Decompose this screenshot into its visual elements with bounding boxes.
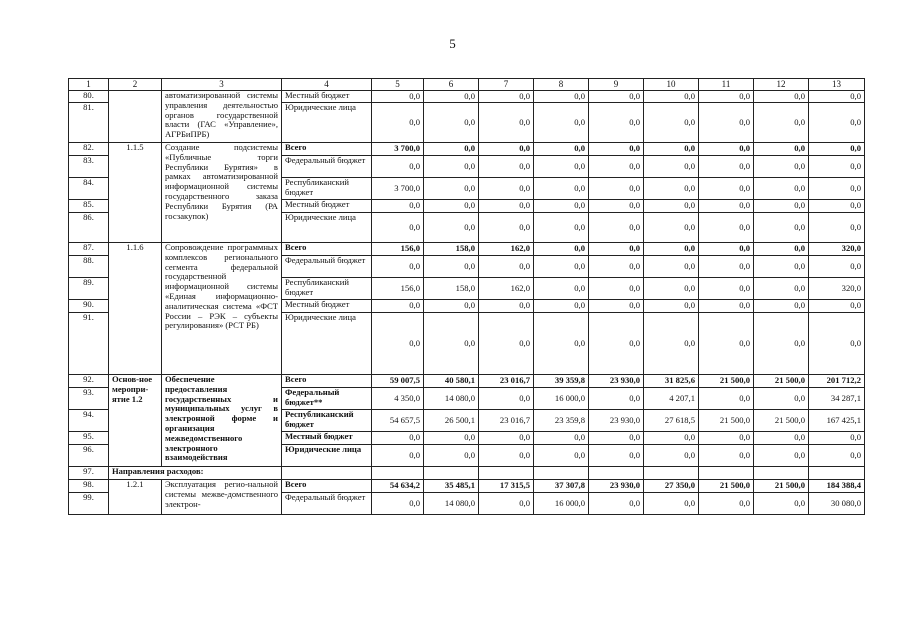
table-row: [69, 375, 865, 388]
table-row: [69, 243, 865, 256]
value-cell: 27 618,5: [644, 410, 699, 432]
value-cell: 0,0: [534, 143, 589, 156]
value-cell: 0,0: [479, 388, 534, 410]
value-cell: 0,0: [424, 103, 479, 143]
value-cell: 320,0: [809, 243, 865, 256]
value-cell: 16 000,0: [534, 388, 589, 410]
value-cell: 0,0: [644, 213, 699, 243]
value-cell: 0,0: [424, 91, 479, 103]
value-cell: 0,0: [424, 445, 479, 467]
row-number: 82.: [69, 143, 109, 156]
value-cell: 0,0: [534, 103, 589, 143]
column-header: 2: [109, 79, 162, 91]
value-cell: 0,0: [809, 91, 865, 103]
funding-source: Юридические лица: [282, 313, 372, 375]
value-cell: 0,0: [479, 156, 534, 178]
row-number: 89.: [69, 278, 109, 300]
value-cell: 14 080,0: [424, 493, 479, 515]
value-cell: 0,0: [534, 432, 589, 445]
funding-source: Республиканский бюджет: [282, 178, 372, 200]
value-cell: 23 930,0: [589, 480, 644, 493]
value-cell: 162,0: [479, 278, 534, 300]
value-cell: 0,0: [424, 313, 479, 375]
value-cell: 0,0: [372, 445, 424, 467]
value-cell: 0,0: [479, 445, 534, 467]
measure-description: Обеспечение предоставления государственных и муниципальных услуг в электронной форме и организация межведомственного электронного взаимодействия: [162, 375, 282, 467]
value-cell: 0,0: [589, 278, 644, 300]
value-cell: 0,0: [589, 103, 644, 143]
funding-source: Всего: [282, 243, 372, 256]
value-cell: 3 700,0: [372, 178, 424, 200]
value-cell: 167 425,1: [809, 410, 865, 432]
value-cell: 0,0: [589, 300, 644, 313]
value-cell: 0,0: [699, 432, 754, 445]
value-cell: 59 007,5: [372, 375, 424, 388]
value-cell: 0,0: [589, 200, 644, 213]
value-cell: 0,0: [754, 156, 809, 178]
value-cell: 0,0: [699, 143, 754, 156]
row-number: 97.: [69, 467, 109, 480]
column-header: 11: [699, 79, 754, 91]
value-cell: 0,0: [754, 313, 809, 375]
value-cell: 320,0: [809, 278, 865, 300]
value-cell: 184 388,4: [809, 480, 865, 493]
value-cell: 0,0: [644, 178, 699, 200]
value-cell: 14 080,0: [424, 388, 479, 410]
value-cell: 0,0: [644, 445, 699, 467]
row-number: 80.: [69, 91, 109, 103]
value-cell: 0,0: [754, 278, 809, 300]
value-cell: 0,0: [534, 445, 589, 467]
table-row: [69, 480, 865, 493]
value-cell: 0,0: [754, 143, 809, 156]
row-number: 84.: [69, 178, 109, 200]
value-cell: 0,0: [699, 178, 754, 200]
value-cell: 0,0: [372, 103, 424, 143]
value-cell: 31 825,6: [644, 375, 699, 388]
value-cell: 0,0: [809, 300, 865, 313]
value-cell: 0,0: [644, 278, 699, 300]
header-row: [69, 79, 865, 91]
page-number: 5: [449, 36, 456, 51]
value-cell: 0,0: [644, 200, 699, 213]
row-number: 98.: [69, 480, 109, 493]
value-cell: 0,0: [424, 200, 479, 213]
column-header: 4: [282, 79, 372, 91]
value-cell: 0,0: [372, 432, 424, 445]
value-cell: 158,0: [424, 243, 479, 256]
value-cell: 0,0: [534, 278, 589, 300]
value-cell: 0,0: [809, 445, 865, 467]
funding-source: Юридические лица: [282, 445, 372, 467]
value-cell: 0,0: [479, 91, 534, 103]
value-cell: 0,0: [589, 91, 644, 103]
funding-source: Местный бюджет: [282, 432, 372, 445]
value-cell: 201 712,2: [809, 375, 865, 388]
value-cell: 0,0: [699, 493, 754, 515]
table-row: [69, 467, 865, 480]
value-cell: 37 307,8: [534, 480, 589, 493]
value-cell: 0,0: [589, 388, 644, 410]
value-cell: 0,0: [809, 156, 865, 178]
value-cell: 0,0: [644, 156, 699, 178]
row-number: 96.: [69, 445, 109, 467]
value-cell: 0,0: [809, 178, 865, 200]
value-cell: 0,0: [754, 256, 809, 278]
value-cell: 0,0: [589, 256, 644, 278]
column-header: 10: [644, 79, 699, 91]
value-cell: 0,0: [754, 445, 809, 467]
value-cell: 54 657,5: [372, 410, 424, 432]
value-cell: 21 500,0: [699, 375, 754, 388]
value-cell: 0,0: [699, 156, 754, 178]
value-cell: 23 359,8: [534, 410, 589, 432]
empty-cell: [699, 467, 754, 480]
funding-source: Местный бюджет: [282, 91, 372, 103]
value-cell: 40 580,1: [424, 375, 479, 388]
value-cell: 23 016,7: [479, 410, 534, 432]
value-cell: 35 485,1: [424, 480, 479, 493]
value-cell: 0,0: [699, 388, 754, 410]
value-cell: 0,0: [809, 432, 865, 445]
measure-description: Создание подсистемы «Публичные торги Республики Бурятия» в рамках автоматизированной информационной системы государственного заказа Республики Бурятия (РА госзакупок): [162, 143, 282, 243]
value-cell: 162,0: [479, 243, 534, 256]
value-cell: 0,0: [589, 493, 644, 515]
empty-cell: [754, 467, 809, 480]
value-cell: 0,0: [754, 300, 809, 313]
value-cell: 0,0: [644, 243, 699, 256]
column-header: 12: [754, 79, 809, 91]
value-cell: 0,0: [479, 493, 534, 515]
row-number: 90.: [69, 300, 109, 313]
measure-code: 1.1.6: [109, 243, 162, 375]
value-cell: 0,0: [699, 91, 754, 103]
funding-source: Местный бюджет: [282, 200, 372, 213]
row-number: 94.: [69, 410, 109, 432]
funding-source: Местный бюджет: [282, 300, 372, 313]
measure-code: 1.2.1: [109, 480, 162, 515]
empty-cell: [644, 467, 699, 480]
value-cell: 0,0: [372, 156, 424, 178]
value-cell: 0,0: [754, 178, 809, 200]
value-cell: 0,0: [479, 432, 534, 445]
value-cell: 0,0: [699, 243, 754, 256]
value-cell: 0,0: [372, 493, 424, 515]
value-cell: 0,0: [479, 143, 534, 156]
empty-cell: [809, 467, 865, 480]
row-number: 87.: [69, 243, 109, 256]
value-cell: 0,0: [754, 213, 809, 243]
column-header: 13: [809, 79, 865, 91]
value-cell: 0,0: [424, 432, 479, 445]
column-header: 6: [424, 79, 479, 91]
value-cell: 0,0: [699, 200, 754, 213]
value-cell: 0,0: [589, 143, 644, 156]
measure-description: Эксплуатация регио-нальной системы межве-домственного электрон-: [162, 480, 282, 515]
value-cell: 0,0: [534, 200, 589, 213]
value-cell: 0,0: [699, 103, 754, 143]
value-cell: 0,0: [479, 103, 534, 143]
value-cell: 17 315,5: [479, 480, 534, 493]
empty-cell: [479, 467, 534, 480]
value-cell: 21 500,0: [754, 480, 809, 493]
value-cell: 0,0: [699, 300, 754, 313]
value-cell: 27 350,0: [644, 480, 699, 493]
value-cell: 0,0: [424, 156, 479, 178]
value-cell: 0,0: [589, 445, 644, 467]
value-cell: 0,0: [589, 243, 644, 256]
value-cell: 21 500,0: [754, 410, 809, 432]
value-cell: 156,0: [372, 243, 424, 256]
value-cell: 26 500,1: [424, 410, 479, 432]
value-cell: 0,0: [754, 243, 809, 256]
funding-source: Федеральный бюджет: [282, 493, 372, 515]
row-number: 91.: [69, 313, 109, 375]
row-number: 93.: [69, 388, 109, 410]
row-number: 92.: [69, 375, 109, 388]
value-cell: 0,0: [372, 300, 424, 313]
value-cell: 0,0: [479, 313, 534, 375]
value-cell: 0,0: [534, 156, 589, 178]
value-cell: 39 359,8: [534, 375, 589, 388]
value-cell: 0,0: [644, 91, 699, 103]
value-cell: 34 287,1: [809, 388, 865, 410]
value-cell: 0,0: [589, 213, 644, 243]
value-cell: 0,0: [699, 213, 754, 243]
value-cell: 0,0: [534, 256, 589, 278]
value-cell: 0,0: [534, 178, 589, 200]
measure-code: [109, 91, 162, 143]
value-cell: 0,0: [589, 156, 644, 178]
measure-description: автоматизированной системы управления деятельностью органов государственной власти (ГАС «Управление», АГРБиПРБ): [162, 91, 282, 143]
value-cell: 0,0: [754, 388, 809, 410]
measure-code: 1.1.5: [109, 143, 162, 243]
value-cell: 0,0: [589, 432, 644, 445]
row-number: 83.: [69, 156, 109, 178]
funding-source: Всего: [282, 143, 372, 156]
empty-cell: [424, 467, 479, 480]
funding-source: Всего: [282, 375, 372, 388]
value-cell: 0,0: [809, 213, 865, 243]
value-cell: 0,0: [534, 243, 589, 256]
funding-source: Федеральный бюджет: [282, 256, 372, 278]
value-cell: 16 000,0: [534, 493, 589, 515]
value-cell: 0,0: [424, 256, 479, 278]
value-cell: 0,0: [644, 313, 699, 375]
value-cell: 0,0: [754, 493, 809, 515]
value-cell: 0,0: [644, 143, 699, 156]
value-cell: 156,0: [372, 278, 424, 300]
column-header: 7: [479, 79, 534, 91]
value-cell: 3 700,0: [372, 143, 424, 156]
value-cell: 4 207,1: [644, 388, 699, 410]
funding-source: Республиканский бюджет: [282, 278, 372, 300]
value-cell: 0,0: [424, 213, 479, 243]
value-cell: 0,0: [479, 178, 534, 200]
table-row: [69, 91, 865, 103]
row-number: 85.: [69, 200, 109, 213]
column-header: 9: [589, 79, 644, 91]
measure-description: Сопровождение программных комплексов регионального сегмента федеральной государственной информационной системы «Единая информационно-аналитическая система «ФСТ России – РЭК – субъекты регулирования» (РСТ РБ): [162, 243, 282, 375]
value-cell: 23 930,0: [589, 375, 644, 388]
value-cell: 0,0: [424, 300, 479, 313]
value-cell: 30 080,0: [809, 493, 865, 515]
value-cell: 0,0: [754, 432, 809, 445]
value-cell: 54 634,2: [372, 480, 424, 493]
value-cell: 0,0: [754, 91, 809, 103]
value-cell: 0,0: [479, 256, 534, 278]
value-cell: 0,0: [534, 91, 589, 103]
value-cell: 0,0: [809, 313, 865, 375]
value-cell: 158,0: [424, 278, 479, 300]
value-cell: 21 500,0: [699, 480, 754, 493]
value-cell: 0,0: [534, 213, 589, 243]
value-cell: 21 500,0: [754, 375, 809, 388]
value-cell: 0,0: [424, 143, 479, 156]
value-cell: 0,0: [534, 313, 589, 375]
value-cell: 0,0: [754, 103, 809, 143]
value-cell: 0,0: [372, 313, 424, 375]
funding-source: Юридические лица: [282, 103, 372, 143]
empty-cell: [534, 467, 589, 480]
funding-source: Федеральный бюджет: [282, 156, 372, 178]
value-cell: 0,0: [644, 432, 699, 445]
column-header: 5: [372, 79, 424, 91]
row-number: 86.: [69, 213, 109, 243]
row-number: 81.: [69, 103, 109, 143]
value-cell: 0,0: [372, 213, 424, 243]
row-number: 99.: [69, 493, 109, 515]
value-cell: 0,0: [644, 103, 699, 143]
section-heading: Направления расходов:: [109, 467, 282, 480]
measure-code: Основ-ное меропри-ятие 1.2: [109, 375, 162, 467]
funding-source: Всего: [282, 480, 372, 493]
value-cell: 0,0: [479, 200, 534, 213]
value-cell: 0,0: [534, 300, 589, 313]
empty-cell: [282, 467, 372, 480]
value-cell: 0,0: [699, 256, 754, 278]
column-header: 3: [162, 79, 282, 91]
value-cell: 0,0: [372, 200, 424, 213]
value-cell: 0,0: [699, 445, 754, 467]
column-header: 1: [69, 79, 109, 91]
value-cell: 23 016,7: [479, 375, 534, 388]
empty-cell: [372, 467, 424, 480]
value-cell: 0,0: [809, 200, 865, 213]
value-cell: 23 930,0: [589, 410, 644, 432]
value-cell: 0,0: [699, 313, 754, 375]
budget-table: [68, 78, 865, 515]
empty-cell: [589, 467, 644, 480]
value-cell: 0,0: [479, 213, 534, 243]
value-cell: 0,0: [644, 300, 699, 313]
value-cell: 0,0: [372, 256, 424, 278]
value-cell: 0,0: [479, 300, 534, 313]
value-cell: 0,0: [589, 313, 644, 375]
value-cell: 0,0: [589, 178, 644, 200]
value-cell: 0,0: [754, 200, 809, 213]
row-number: 95.: [69, 432, 109, 445]
value-cell: 0,0: [809, 256, 865, 278]
row-number: 88.: [69, 256, 109, 278]
table-row: [69, 143, 865, 156]
value-cell: 0,0: [809, 103, 865, 143]
value-cell: 21 500,0: [699, 410, 754, 432]
column-header: 8: [534, 79, 589, 91]
value-cell: 0,0: [644, 256, 699, 278]
funding-source: Федеральный бюджет**: [282, 388, 372, 410]
value-cell: 0,0: [424, 178, 479, 200]
value-cell: 0,0: [809, 143, 865, 156]
value-cell: 0,0: [372, 91, 424, 103]
funding-source: Юридические лица: [282, 213, 372, 243]
value-cell: 0,0: [699, 278, 754, 300]
value-cell: 0,0: [644, 493, 699, 515]
value-cell: 4 350,0: [372, 388, 424, 410]
funding-source: Республиканский бюджет: [282, 410, 372, 432]
